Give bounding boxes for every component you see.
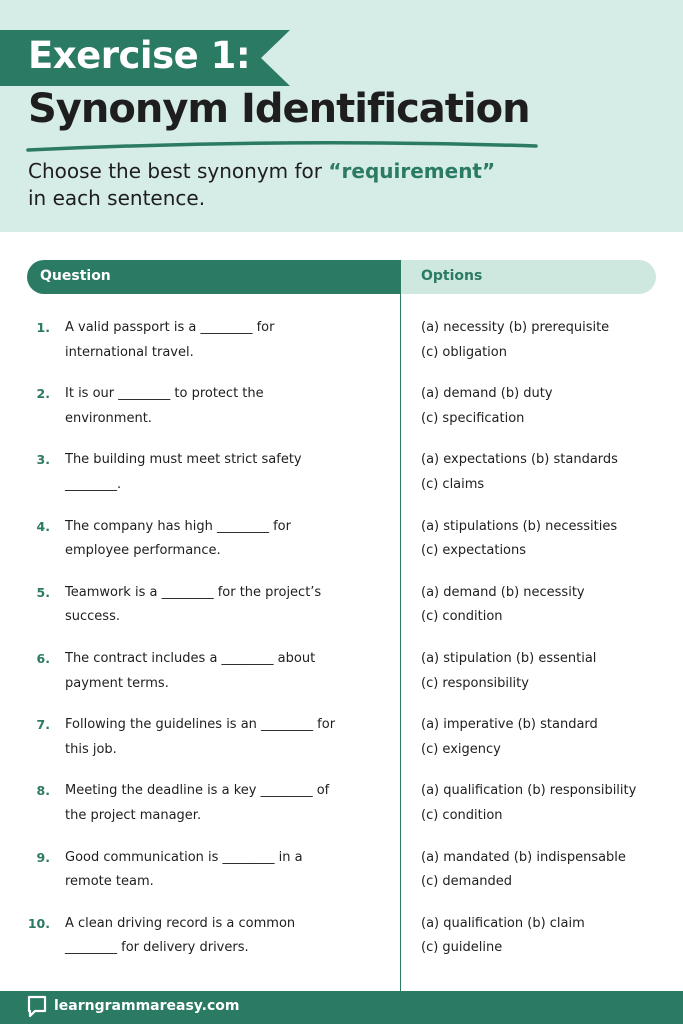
question-line-1: Meeting the deadline is a key ________ of (65, 783, 330, 799)
site-url: learngrammareasy.com (54, 998, 240, 1014)
table-row (0, 779, 683, 845)
instructions (28, 158, 668, 212)
question-line-2: payment terms. (65, 675, 169, 691)
instructions-text: Choose the best synonym for (28, 159, 329, 183)
options-line-1: (a) stipulations (b) necessities (421, 518, 618, 534)
question-number: 4. (36, 518, 50, 534)
speech-bubble-icon (26, 994, 48, 1020)
instructions-text-2: in each sentence. (28, 186, 206, 210)
table-row (0, 581, 683, 647)
question-header-label: Question (40, 268, 111, 284)
options-line-1: (a) mandated (b) indispensable (421, 849, 626, 865)
question-number: 8. (36, 783, 50, 799)
question-number: 10. (27, 915, 50, 931)
question-line-2: the project manager. (65, 807, 202, 823)
question-line-2: ________ for delivery drivers. (65, 940, 249, 956)
question-line-2: this job. (65, 741, 117, 757)
options-line-2: (c) condition (421, 807, 503, 823)
options-line-1: (a) qualification (b) responsibility (421, 783, 637, 799)
options-text (421, 316, 676, 365)
question-line-1: The building must meet strict safety (65, 452, 302, 468)
question-line-2: success. (65, 609, 120, 625)
table-row (0, 382, 683, 448)
options-text (421, 713, 676, 762)
question-text (65, 713, 385, 762)
options-line-1: (a) necessity (b) prerequisite (421, 320, 610, 335)
question-line-1: Good communication is ________ in a (65, 849, 303, 865)
question-line-1: Teamwork is a ________ for the project’s (65, 584, 322, 600)
question-number: 7. (36, 717, 50, 733)
question-line-2: ________. (65, 476, 122, 492)
table-row (0, 713, 683, 779)
options-line-1: (a) qualification (b) claim (421, 915, 585, 931)
options-text (421, 382, 676, 431)
question-line-2: employee performance. (65, 543, 221, 559)
options-text (421, 912, 676, 961)
table-row (0, 647, 683, 713)
question-text (65, 912, 385, 961)
question-line-2: international travel. (65, 344, 194, 360)
title-underline (26, 136, 538, 156)
options-line-2: (c) responsibility (421, 675, 529, 691)
page-title: Synonym Identification (28, 86, 530, 132)
question-number: 1. (36, 320, 50, 335)
options-line-2: (c) obligation (421, 344, 507, 360)
question-line-1: A clean driving record is a common (65, 915, 296, 931)
target-word: “requirement” (328, 159, 496, 183)
table-row (0, 846, 683, 912)
options-text (421, 846, 676, 895)
table-row (0, 316, 683, 382)
question-line-2: environment. (65, 410, 152, 426)
options-line-2: (c) guideline (421, 940, 503, 956)
question-text (65, 448, 385, 497)
question-number: 5. (36, 584, 50, 600)
question-text (65, 846, 385, 895)
question-text (65, 779, 385, 828)
exercise-label: Exercise 1: (28, 34, 251, 77)
options-line-1: (a) demand (b) necessity (421, 584, 585, 600)
options-line-1: (a) demand (b) duty (421, 386, 553, 402)
question-number: 3. (36, 452, 50, 468)
question-number: 9. (36, 849, 50, 865)
options-line-1: (a) expectations (b) standards (421, 452, 618, 468)
question-line-2: remote team. (65, 874, 154, 890)
options-text (421, 515, 676, 564)
table-row (0, 448, 683, 514)
question-line-1: Following the guidelines is an ________ for (65, 717, 336, 733)
question-number: 6. (36, 651, 50, 666)
question-text (65, 316, 385, 365)
question-text (65, 581, 385, 630)
options-text (421, 779, 676, 828)
options-text (421, 448, 676, 497)
question-text (65, 515, 385, 564)
question-text (65, 647, 385, 696)
options-header-label: Options (421, 268, 483, 284)
question-line-1: A valid passport is a ________ for (65, 320, 275, 335)
options-column-header (401, 260, 656, 294)
options-line-2: (c) claims (421, 476, 485, 492)
options-line-2: (c) exigency (421, 741, 501, 757)
options-line-2: (c) condition (421, 609, 503, 625)
question-line-1: The contract includes a ________ about (65, 651, 316, 666)
table-row (0, 515, 683, 581)
question-line-1: The company has high ________ for (65, 518, 291, 534)
table-row (0, 912, 683, 978)
footer (0, 991, 683, 1024)
question-column-header (27, 260, 401, 294)
question-number: 2. (36, 386, 50, 402)
options-line-2: (c) specification (421, 410, 525, 426)
options-line-1: (a) stipulation (b) essential (421, 651, 597, 666)
question-line-1: It is our ________ to protect the (65, 386, 264, 402)
options-line-2: (c) demanded (421, 874, 513, 890)
options-text (421, 647, 676, 696)
options-line-2: (c) expectations (421, 543, 527, 559)
scalloped-edge (0, 222, 683, 238)
question-text (65, 382, 385, 431)
options-text (421, 581, 676, 630)
options-line-1: (a) imperative (b) standard (421, 717, 598, 733)
